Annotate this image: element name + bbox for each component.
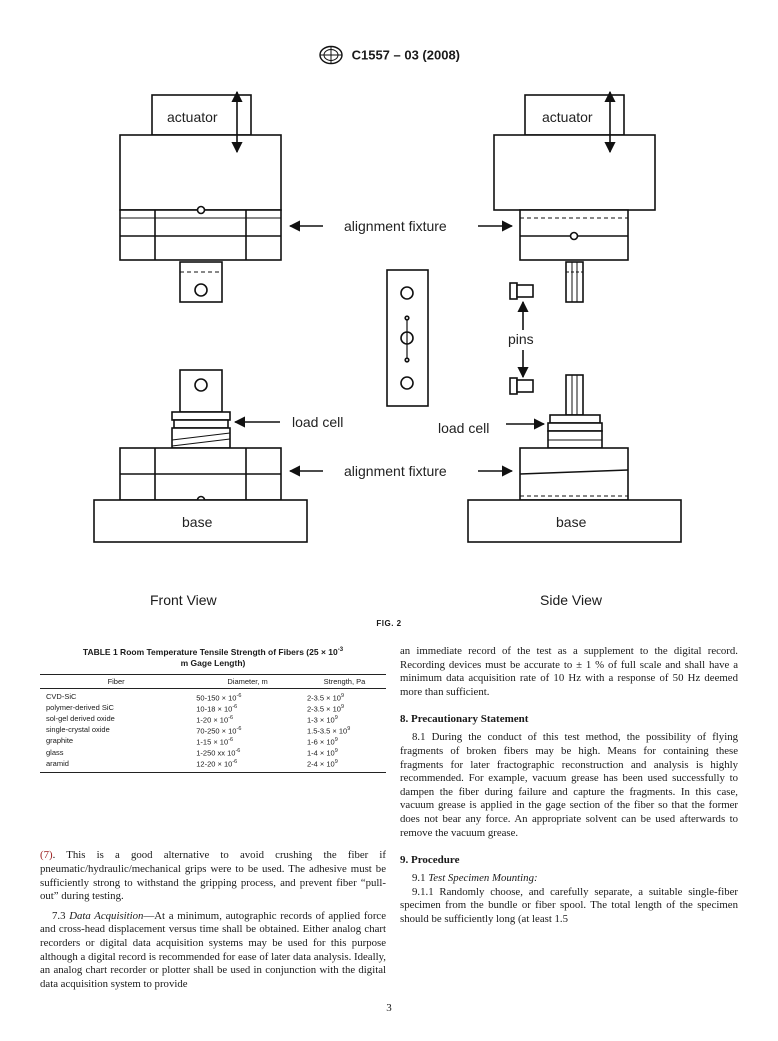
table-row: [40, 747, 386, 758]
label-base-left: base: [182, 514, 213, 530]
cell-strength: $1-4 \times 10^9$: [306, 748, 338, 758]
paragraph-9-1: 9.1 Test Specimen Mounting:: [412, 872, 538, 885]
label-actuator-left: actuator: [167, 109, 218, 125]
reference-link-7[interactable]: (7): [40, 849, 53, 862]
front-view-label: Front View: [150, 592, 217, 608]
cell-diameter: $1-20 \times 10^{-6}$: [196, 715, 234, 725]
front-alignment-fixture-bottom: [120, 448, 281, 504]
paragraph-7-3: 7.3 Data Acquisition—At a minimum, autographic records of applied force and cross-head displacement versus time shall be obtained. Either analog chart recorders or digital data acquisition systems may be used for this purpose although a digital record is recommended for ease of later data analysis. Ideally, an analog chart recorder or plotter shall be used in conjunction with the digital data acquisition system to provide: [40, 909, 386, 990]
column-header-fiber: Fiber: [40, 674, 192, 688]
cell-fiber: glass: [46, 747, 64, 757]
right-column: [400, 645, 738, 927]
left-column: [40, 645, 386, 991]
table-row: [40, 758, 386, 773]
paragraph-recording: an immediate record of the test as a supplement to the digital record. Recording devices must be accurate to ± 1 % of full scale and shall have a minimum data acquisition rate of 10 Hz with a response of 50 Hz deemed more than sufficient.: [400, 645, 738, 698]
cell-fiber: single-crystal oxide: [46, 725, 110, 735]
cell-fiber: graphite: [46, 736, 74, 746]
side-view-label: Side View: [540, 592, 603, 608]
label-base-right: base: [556, 514, 587, 530]
label-load-cell-left: load cell: [292, 414, 344, 430]
cell-diameter: $10-18 \times 10^{-6}$: [196, 703, 238, 714]
section-9-heading: 9. Procedure: [400, 854, 460, 867]
label-load-cell-right: load cell: [438, 420, 490, 436]
cell-strength: $1.5-3.5 \times 10^9$: [306, 726, 351, 736]
column-header-diameter: Diameter, m: [192, 674, 303, 688]
table-row: [40, 688, 386, 703]
side-alignment-fixture-bottom: [520, 448, 628, 500]
cell-fiber: aramid: [40, 758, 192, 773]
table-row: [40, 703, 386, 714]
section-8-heading: 8. Precautionary Statement: [400, 713, 529, 726]
cell-diameter: $70-250 \times 10^{-6}$: [196, 726, 242, 736]
cell-strength: $1-6 \times 10^9$: [306, 737, 338, 747]
side-top-clevis: [566, 262, 583, 302]
label-alignment-fixture-top: alignment fixture: [344, 218, 447, 234]
page-number: 3: [386, 1002, 392, 1014]
cell-diameter: 1-250 xx $10^{-6}$: [196, 748, 241, 758]
cell-diameter: $12-20 \times 10^{-6}$: [192, 758, 303, 773]
side-bottom-clevis: [566, 375, 583, 415]
table-1: [40, 674, 386, 774]
paragraph-8-1: 8.1 During the conduct of this test method, the possibility of flying fragments of broken fibers may be high. Means for containing these fragments for later fractographic reconstruction and analysis is highly recommended. For example, vacuum grease has been used successfully to dampen the fiber during failure and capture the fragments. In this case, vacuum grease is applied in the gage section of the fiber so that the former does not bear any force. An appropriate solvent can be used afterwards to remove the vacuum grease.: [400, 731, 738, 839]
side-alignment-fixture-top: [520, 210, 628, 260]
table-row: [40, 714, 386, 725]
table-1-title: TABLE 1 Room Temperature Tensile Strength of Fibers ($25 \times 10^{-3}$ m Gage Length): [82, 646, 344, 668]
paragraph-9-1-1: 9.1.1 Randomly choose, and carefully separate, a suitable single-fiber specimen from the bundle or fiber spool. The total length of the specimen should be sufficiently long (at least 1.5: [400, 885, 738, 925]
front-alignment-fixture-top: [120, 207, 281, 261]
front-load-cell: [172, 412, 230, 448]
cell-fiber: sol-gel derived oxide: [46, 714, 115, 724]
label-actuator-right: actuator: [542, 109, 593, 125]
cell-fiber: polymer-derived SiC: [46, 703, 114, 713]
figure-caption: FIG. 2: [376, 619, 402, 628]
column-header-strength: Strength, Pa: [303, 674, 386, 688]
cell-strength: $2-3.5 \times 10^9$: [306, 703, 344, 714]
cell-strength: $1-3 \times 10^9$: [306, 715, 338, 725]
cell-diameter: $1-15 \times 10^{-6}$: [196, 737, 234, 747]
cell-fiber: CVD-SiC: [46, 692, 77, 702]
cell-strength: $2-4 \times 10^9$: [303, 758, 386, 773]
cell-strength: $2-3.5 \times 10^9$: [306, 692, 344, 703]
label-alignment-fixture-bottom: alignment fixture: [344, 463, 447, 479]
designation: C1557 – 03 (2008): [351, 47, 461, 63]
label-pins: pins: [508, 331, 534, 347]
table-row: [40, 725, 386, 736]
front-bottom-clevis: [180, 370, 222, 412]
cell-diameter: $50-150 \times 10^{-6}$: [196, 692, 242, 703]
table-row: [40, 736, 386, 747]
side-load-cell: [548, 415, 602, 448]
front-top-clevis: [180, 262, 222, 302]
specimen-tab: [387, 270, 428, 406]
paragraph-adhesive: (7). This is a good alternative to avoid crushing the fiber if pneumatic/hydraulic/mechanical grips were to be used. The adhesive must be sufficiently strong to withstand the gripping process, and prevent fiber “pull-out” during testing.: [40, 849, 386, 903]
